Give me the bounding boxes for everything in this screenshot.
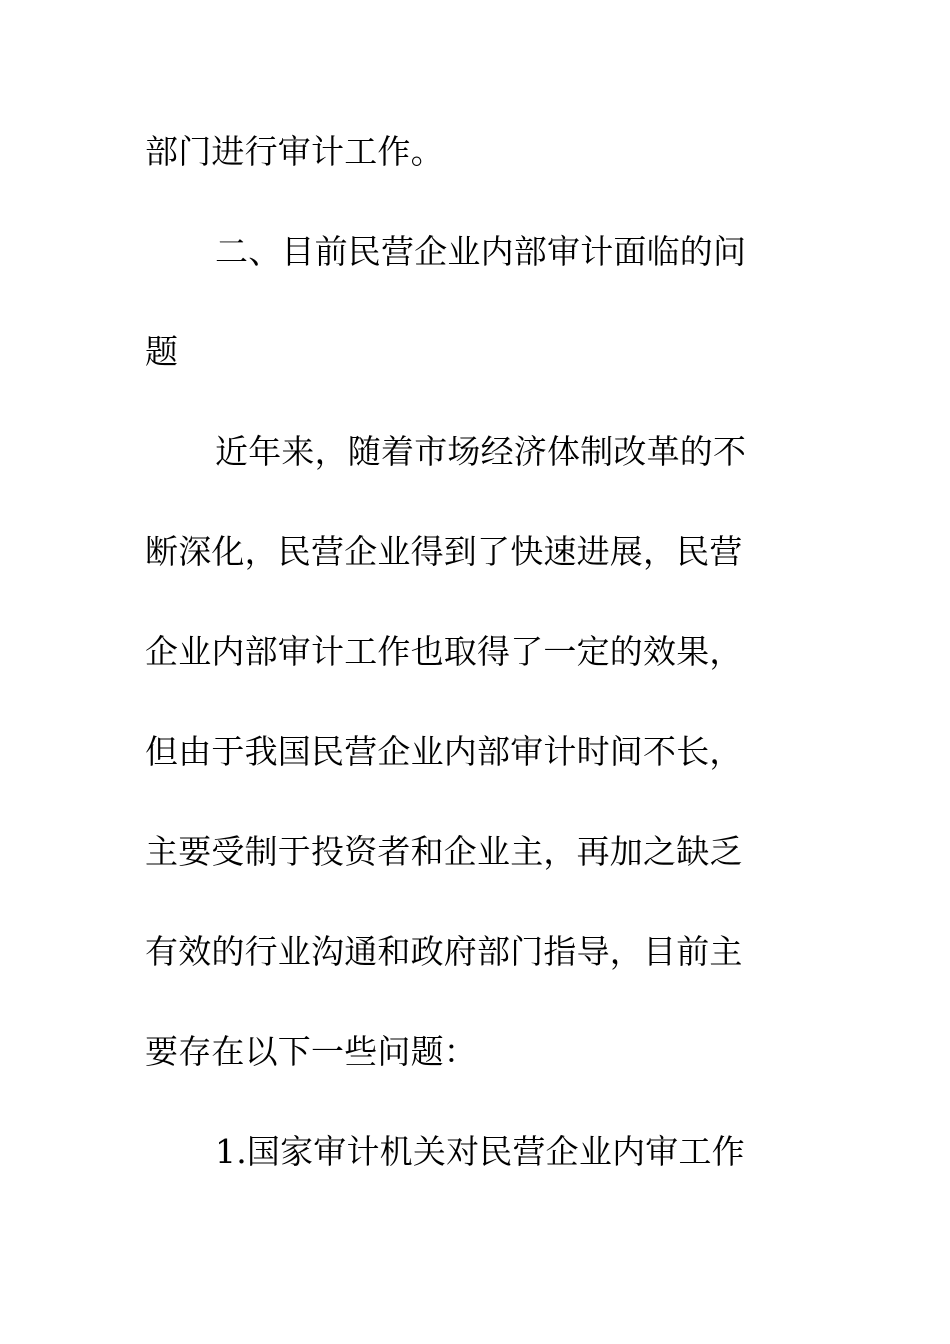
section-heading-line: 二、目前民营企业内部审计面临的问: [215, 232, 747, 271]
section-heading-line: 题: [145, 332, 179, 371]
list-item-line: 1.国家审计机关对民营企业内审工作: [215, 1132, 745, 1171]
paragraph-line: 有效的行业沟通和政府部门指导，目前主: [145, 932, 743, 971]
paragraph-line: 主要受制于投资者和企业主，再加之缺乏: [145, 832, 743, 871]
paragraph-line: 但由于我国民营企业内部审计时间不长，: [145, 732, 743, 771]
paragraph-line: 要存在以下一些问题：: [145, 1032, 477, 1071]
paragraph-line: 近年来，随着市场经济体制改革的不: [215, 432, 747, 471]
text-line: 部门进行审计工作。: [145, 132, 444, 171]
paragraph-line: 企业内部审计工作也取得了一定的效果，: [145, 632, 743, 671]
paragraph-line: 断深化，民营企业得到了快速进展，民营: [145, 532, 743, 571]
